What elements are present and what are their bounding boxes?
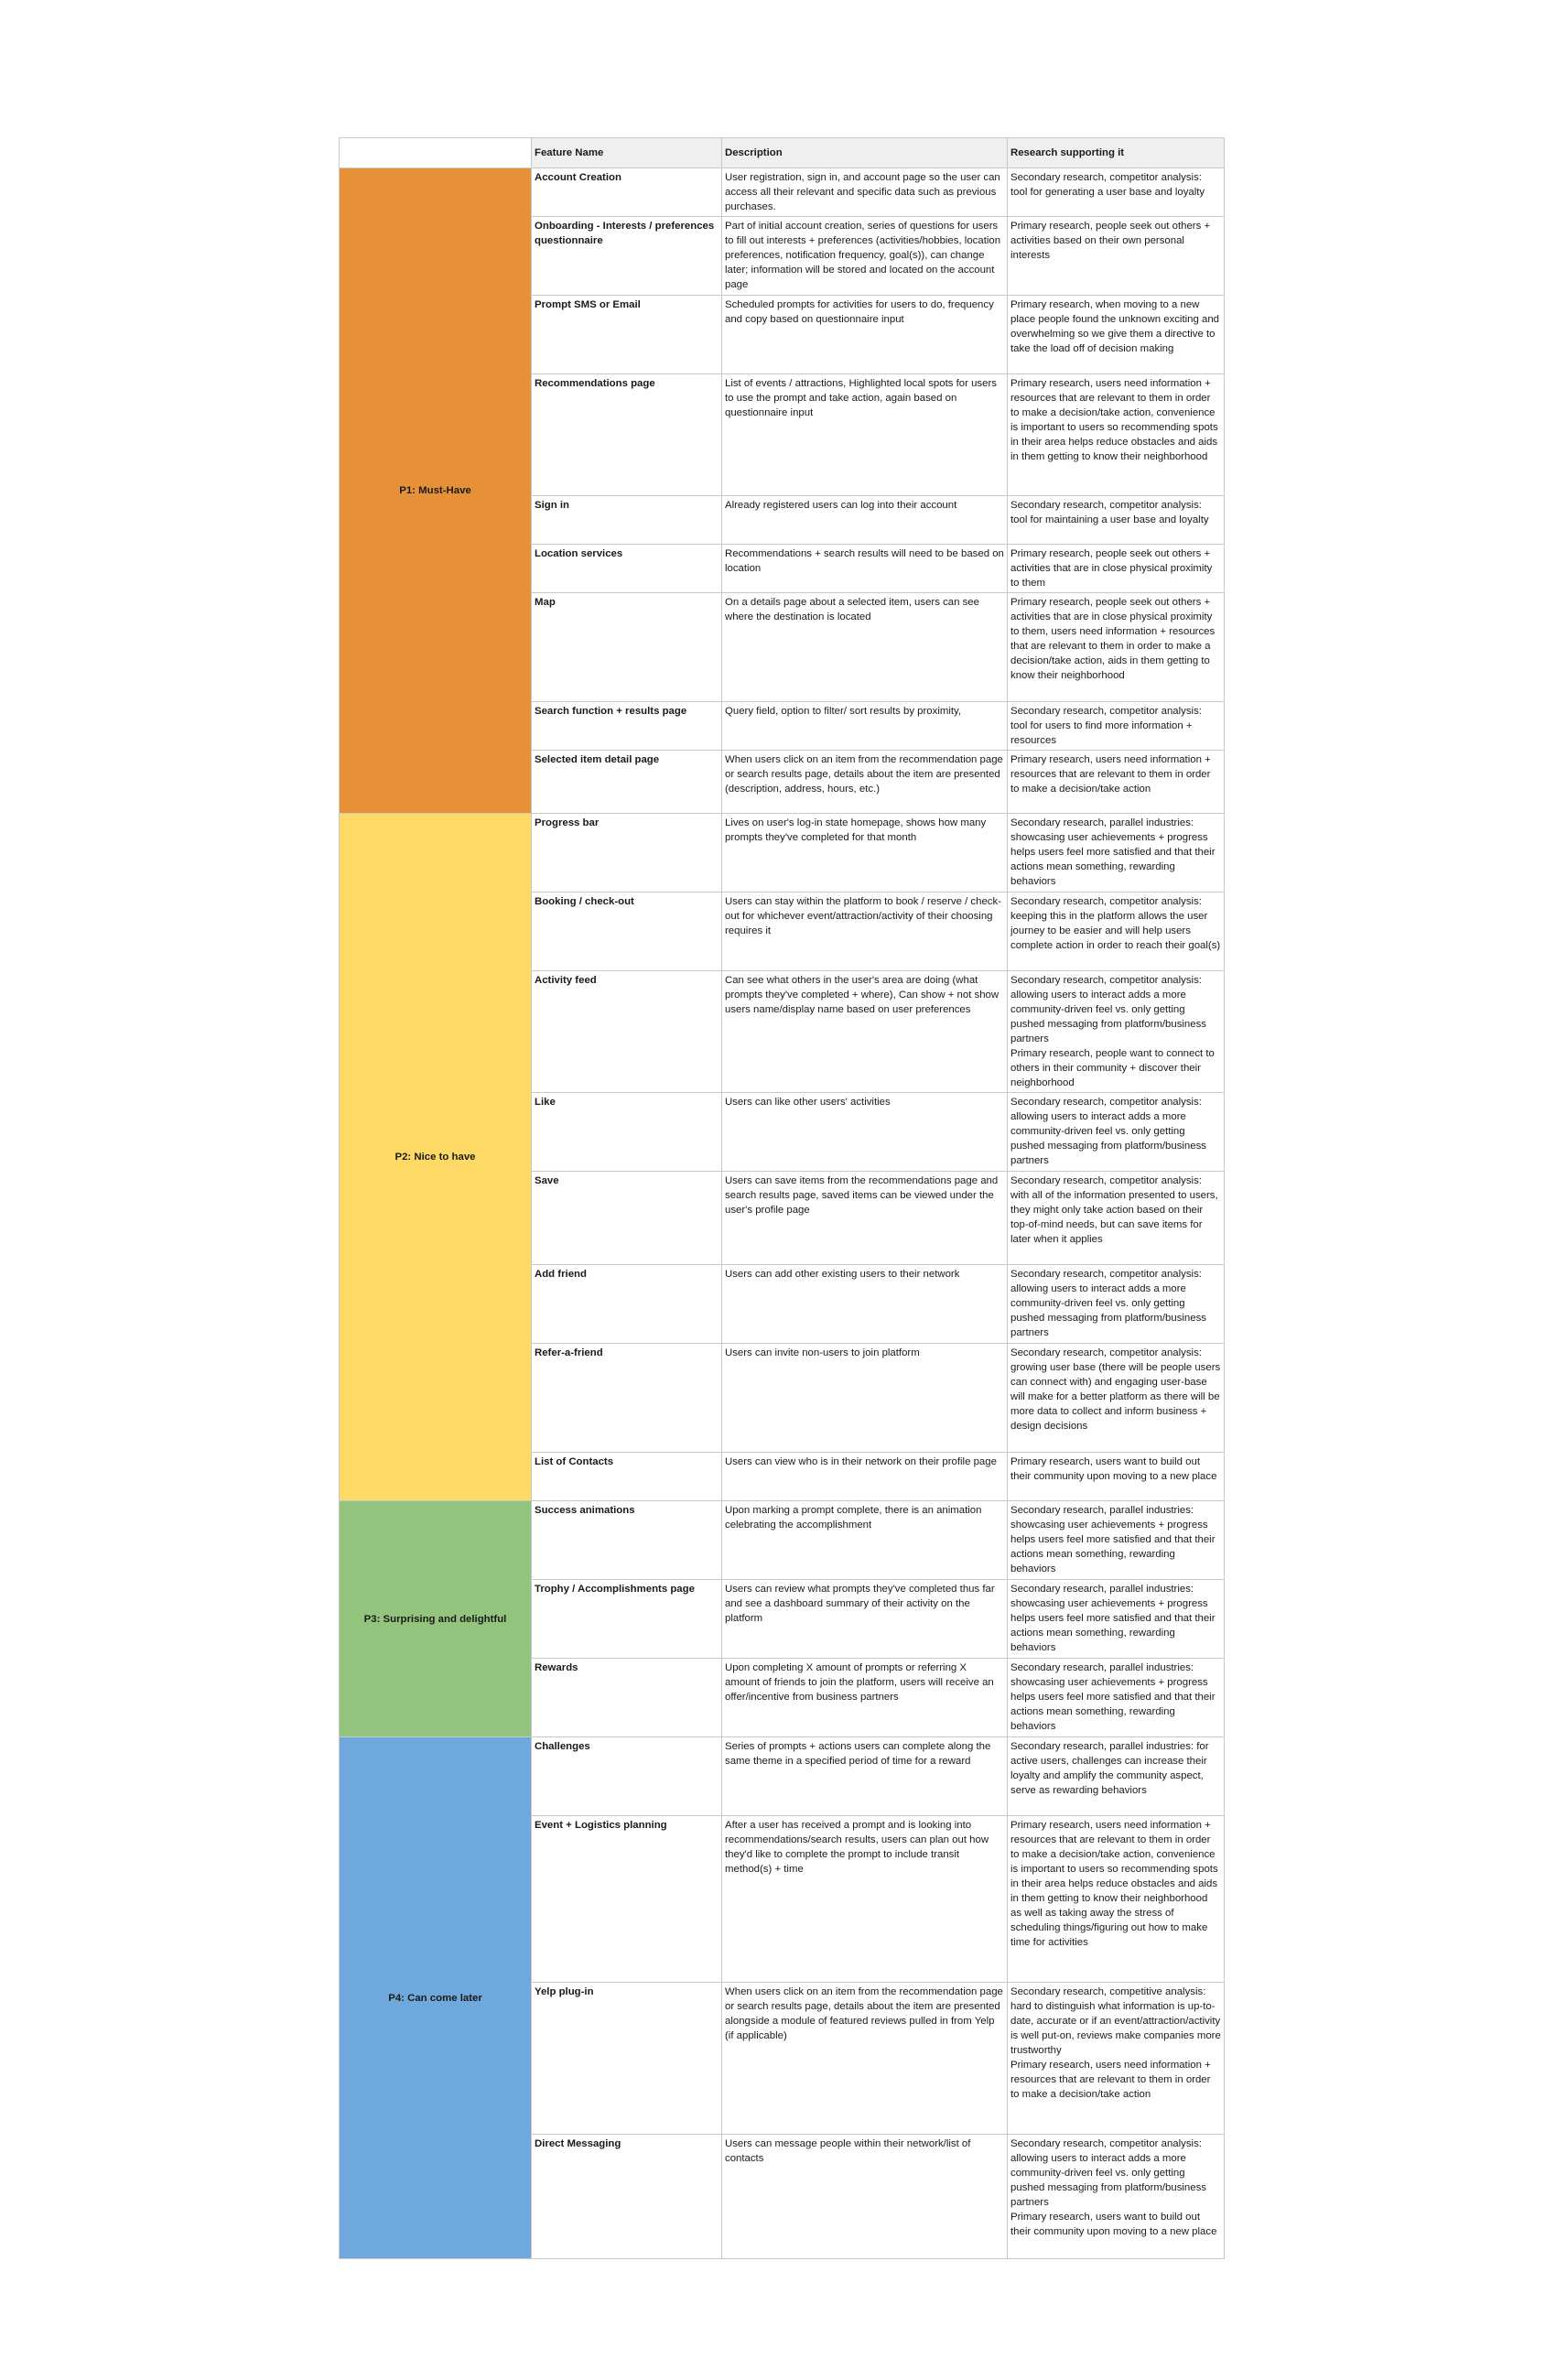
priority-label: P1: Must-Have: [340, 168, 532, 814]
research-cell: Primary research, people seek out others + activities that are in close physical proximity to them: [1008, 545, 1225, 593]
table-row: [340, 1501, 1225, 1580]
description-cell: Series of prompts + actions users can complete along the same theme in a specified period of time for a reward: [722, 1737, 1008, 1816]
description-cell: Recommendations + search results will need to be based on location: [722, 545, 1008, 593]
feature-name-cell: Sign in: [532, 496, 722, 545]
feature-name-cell: Recommendations page: [532, 374, 722, 496]
description-cell: Users can message people within their network/list of contacts: [722, 2135, 1008, 2259]
feature-name-cell: Onboarding - Interests / preferences questionnaire: [532, 217, 722, 296]
description-cell: Users can save items from the recommendations page and search results page, saved items can be viewed under the user's profile page: [722, 1172, 1008, 1265]
description-cell: List of events / attractions, Highlighted local spots for users to use the prompt and take action, again based on questionnaire input: [722, 374, 1008, 496]
research-cell: Primary research, people seek out others + activities that are in close physical proximity to them, users need information + resources that are relevant to them in order to make a decision/take action, aids in them getting to know their neighborhood: [1008, 593, 1225, 702]
feature-name-cell: Selected item detail page: [532, 751, 722, 814]
research-cell: Secondary research, competitor analysis: allowing users to interact adds a more community-driven feel vs. only getting pushed messaging from platform/business partners Primary research, people want to connect to others in their community + discover their neighborhood: [1008, 971, 1225, 1093]
research-cell: Secondary research, competitor analysis: with all of the information presented to users, they might only take action based on their top-of-mind needs, but can save items for later when it applies: [1008, 1172, 1225, 1265]
feature-name-cell: Map: [532, 593, 722, 702]
feature-name-cell: Like: [532, 1093, 722, 1172]
research-cell: Secondary research, competitor analysis: growing user base (there will be people users can connect with) and engaging user-base will make for a better platform as there will be more data to collect and inform business + design decisions: [1008, 1344, 1225, 1453]
description-cell: Lives on user's log-in state homepage, shows how many prompts they've completed for that month: [722, 814, 1008, 892]
research-cell: Primary research, users want to build out their community upon moving to a new place: [1008, 1453, 1225, 1501]
research-cell: Secondary research, parallel industries: showcasing user achievements + progress helps users feel more satisfied and that their actions mean something, rewarding behaviors: [1008, 814, 1225, 892]
description-cell: After a user has received a prompt and is looking into recommendations/search results, users can plan out how they'd like to complete the prompt to include transit method(s) + time: [722, 1816, 1008, 1983]
research-cell: Secondary research, parallel industries: showcasing user achievements + progress helps users feel more satisfied and that their actions mean something, rewarding behaviors: [1008, 1659, 1225, 1737]
feature-name-cell: Direct Messaging: [532, 2135, 722, 2259]
research-cell: Primary research, users need information + resources that are relevant to them in order to make a decision/take action, convenience is important to users so recommending spots in their area helps reduce obstacles and aids in them getting to know their neighborhood: [1008, 374, 1225, 496]
description-cell: Already registered users can log into their account: [722, 496, 1008, 545]
feature-name-cell: Success animations: [532, 1501, 722, 1580]
research-cell: Secondary research, parallel industries: showcasing user achievements + progress helps users feel more satisfied and that their actions mean something, rewarding behaviors: [1008, 1580, 1225, 1659]
feature-name-cell: Save: [532, 1172, 722, 1265]
description-cell: Part of initial account creation, series of questions for users to fill out interests + preferences (activities/hobbies, location preferences, notification frequency, goal(s)), can change later; information will be stored and located on the account page: [722, 217, 1008, 296]
research-cell: Secondary research, competitive analysis: hard to distinguish what information is up-to-date, accurate or if an event/attraction/activity is well put-on, reviews make companies more trustworthy Primary research, users need information + resources that are relevant to them in order to make a decision/take action: [1008, 1983, 1225, 2135]
feature-name-cell: Progress bar: [532, 814, 722, 892]
table-row: [340, 814, 1225, 892]
feature-name-cell: Search function + results page: [532, 702, 722, 751]
research-cell: Secondary research, parallel industries: showcasing user achievements + progress helps users feel more satisfied and that their actions mean something, rewarding behaviors: [1008, 1501, 1225, 1580]
description-cell: Can see what others in the user's area are doing (what prompts they've completed + where), Can show + not show users name/display name based on user preferences: [722, 971, 1008, 1093]
description-cell: Users can add other existing users to their network: [722, 1265, 1008, 1344]
header-feature-name: Feature Name: [532, 138, 722, 168]
description-cell: Upon marking a prompt complete, there is an animation celebrating the accomplishment: [722, 1501, 1008, 1580]
header-row: [340, 138, 1225, 168]
research-cell: Secondary research, competitor analysis: keeping this in the platform allows the user journey to be easier and will help users complete action in order to reach their goal(s): [1008, 892, 1225, 971]
description-cell: When users click on an item from the recommendation page or search results page, details about the item are presented (description, address, hours, etc.): [722, 751, 1008, 814]
research-cell: Secondary research, parallel industries: for active users, challenges can increase their loyalty and amplify the community aspect, serve as rewarding behaviors: [1008, 1737, 1225, 1816]
feature-name-cell: List of Contacts: [532, 1453, 722, 1501]
research-cell: Secondary research, competitor analysis: tool for maintaining a user base and loyalty: [1008, 496, 1225, 545]
feature-name-cell: Refer-a-friend: [532, 1344, 722, 1453]
research-cell: Secondary research, competitor analysis: tool for users to find more information + resources: [1008, 702, 1225, 751]
header-description: Description: [722, 138, 1008, 168]
priority-label: P3: Surprising and delightful: [340, 1501, 532, 1737]
priority-label: P4: Can come later: [340, 1737, 532, 2259]
description-cell: Users can invite non-users to join platform: [722, 1344, 1008, 1453]
description-cell: Users can review what prompts they've completed thus far and see a dashboard summary of their activity on the platform: [722, 1580, 1008, 1659]
feature-name-cell: Activity feed: [532, 971, 722, 1093]
research-cell: Primary research, users need information + resources that are relevant to them in order to make a decision/take action: [1008, 751, 1225, 814]
research-cell: Primary research, people seek out others + activities based on their own personal interests: [1008, 217, 1225, 296]
description-cell: On a details page about a selected item, users can see where the destination is located: [722, 593, 1008, 702]
header-research: Research supporting it: [1008, 138, 1225, 168]
research-cell: Secondary research, competitor analysis: tool for generating a user base and loyalty: [1008, 168, 1225, 217]
description-cell: Upon completing X amount of prompts or referring X amount of friends to join the platform, users will receive an offer/incentive from business partners: [722, 1659, 1008, 1737]
research-cell: Secondary research, competitor analysis: allowing users to interact adds a more community-driven feel vs. only getting pushed messaging from platform/business partners Primary research, users want to build out their community upon moving to a new place: [1008, 2135, 1225, 2259]
table-row: [340, 168, 1225, 217]
feature-name-cell: Prompt SMS or Email: [532, 296, 722, 374]
research-cell: Secondary research, competitor analysis: allowing users to interact adds a more community-driven feel vs. only getting pushed messaging from platform/business partners: [1008, 1093, 1225, 1172]
feature-name-cell: Event + Logistics planning: [532, 1816, 722, 1983]
priority-label: P2: Nice to have: [340, 814, 532, 1501]
description-cell: When users click on an item from the recommendation page or search results page, details about the item are presented alongside a module of featured reviews pulled in from Yelp (if applicable): [722, 1983, 1008, 2135]
feature-name-cell: Challenges: [532, 1737, 722, 1816]
feature-name-cell: Yelp plug-in: [532, 1983, 722, 2135]
research-cell: Secondary research, competitor analysis: allowing users to interact adds a more community-driven feel vs. only getting pushed messaging from platform/business partners: [1008, 1265, 1225, 1344]
table-row: [340, 1737, 1225, 1816]
description-cell: Query field, option to filter/ sort results by proximity,: [722, 702, 1008, 751]
feature-name-cell: Account Creation: [532, 168, 722, 217]
feature-name-cell: Rewards: [532, 1659, 722, 1737]
feature-name-cell: Location services: [532, 545, 722, 593]
description-cell: Users can like other users' activities: [722, 1093, 1008, 1172]
header-priority: [340, 138, 532, 168]
table-body: [340, 168, 1225, 2259]
feature-name-cell: Trophy / Accomplishments page: [532, 1580, 722, 1659]
feature-prioritization-table: [339, 137, 1225, 2259]
research-cell: Primary research, users need information + resources that are relevant to them in order to make a decision/take action, convenience is important to users so recommending spots in their area helps reduce obstacles and aids in them getting to know their neighborhood as well as taking away the stress of scheduling things/figuring out how to make time for activities: [1008, 1816, 1225, 1983]
description-cell: Users can stay within the platform to book / reserve / check-out for whichever event/attraction/activity of their choosing requires it: [722, 892, 1008, 971]
description-cell: User registration, sign in, and account page so the user can access all their relevant and specific data such as previous purchases.: [722, 168, 1008, 217]
research-cell: Primary research, when moving to a new place people found the unknown exciting and overwhelming so we give them a directive to take the load off of decision making: [1008, 296, 1225, 374]
description-cell: Users can view who is in their network on their profile page: [722, 1453, 1008, 1501]
description-cell: Scheduled prompts for activities for users to do, frequency and copy based on questionnaire input: [722, 296, 1008, 374]
feature-name-cell: Add friend: [532, 1265, 722, 1344]
feature-name-cell: Booking / check-out: [532, 892, 722, 971]
